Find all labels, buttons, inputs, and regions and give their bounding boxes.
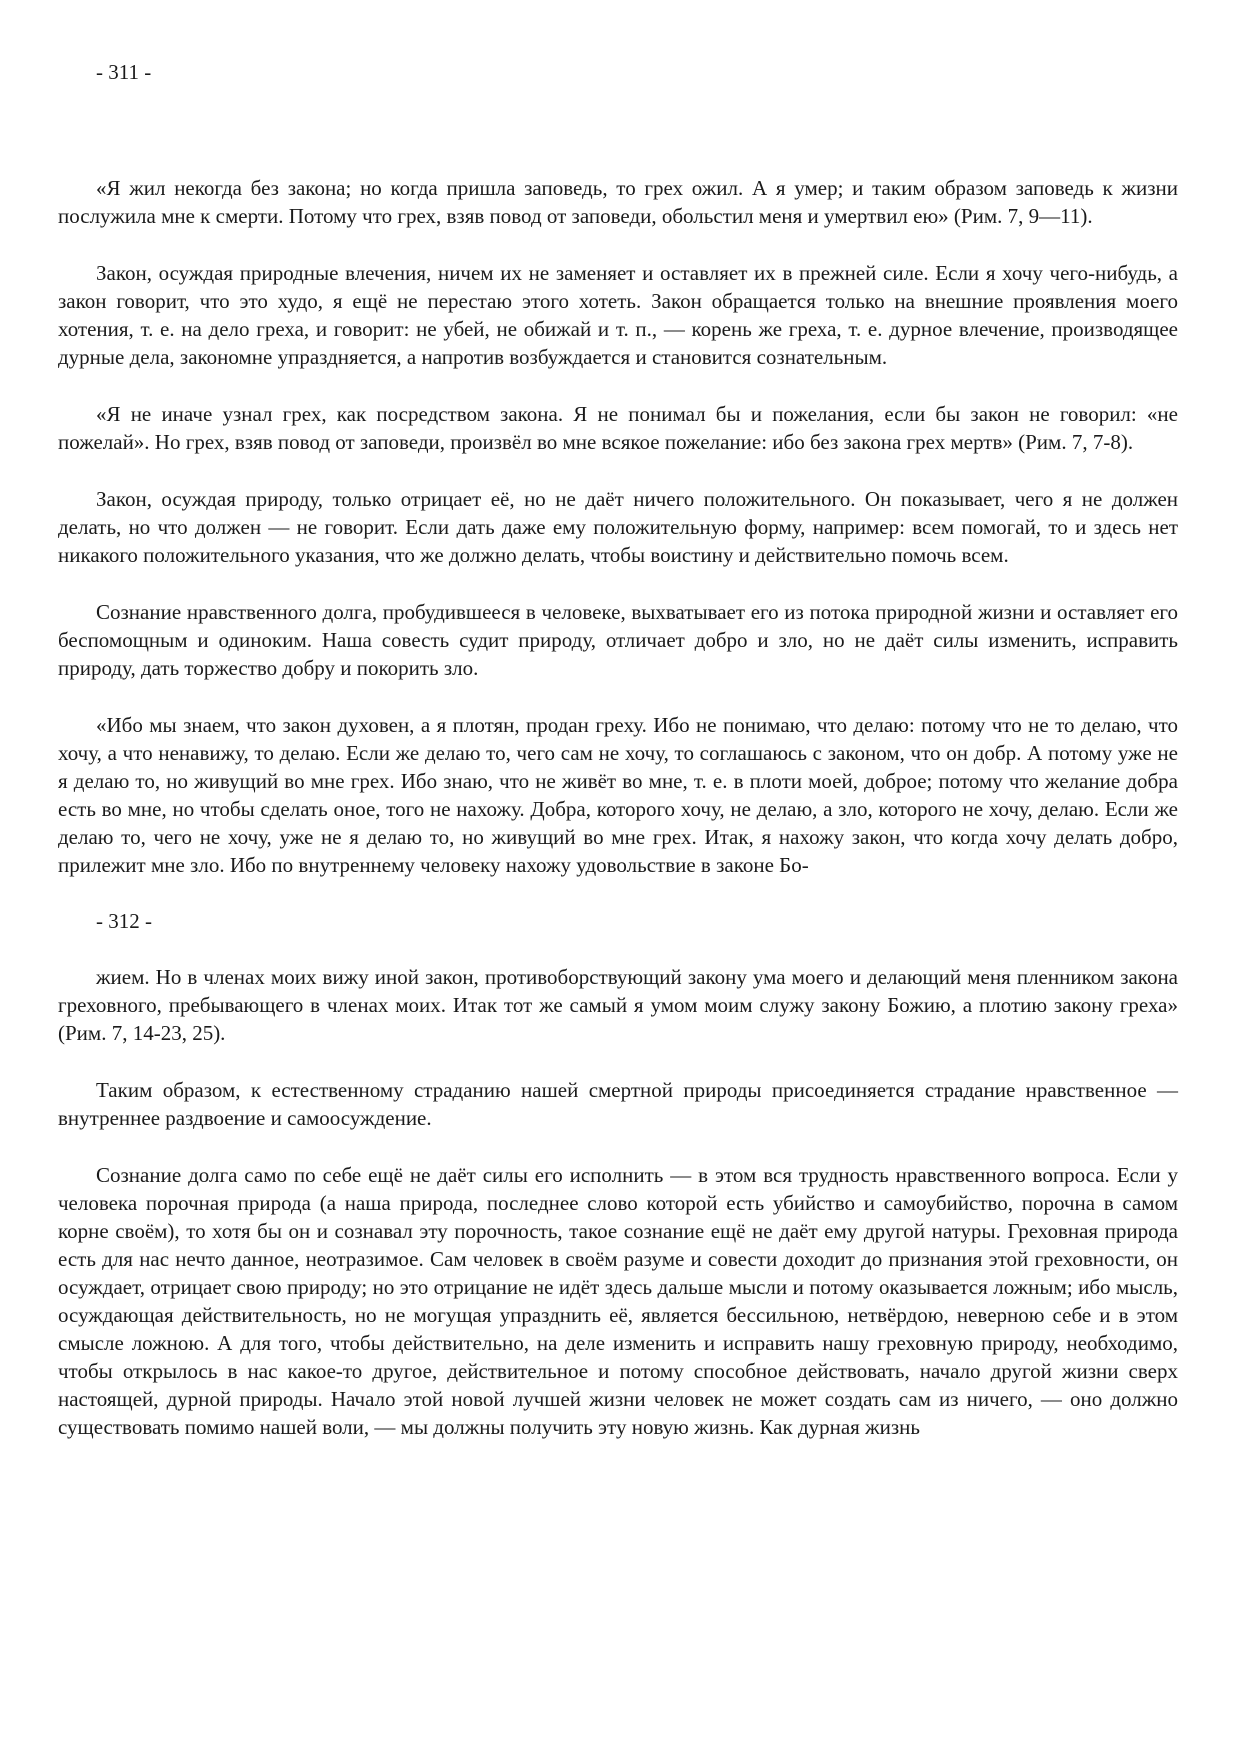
paragraph-moral-suffering: Таким образом, к естественному страданию нашей смертной природы присоединяется страдание нравственное — внутреннее раздвоение и самоосуждение. [58, 1078, 1178, 1130]
paragraph-quote-romans-7-9: «Я жил некогда без закона; но когда пришла заповедь, то грех ожил. А я умер; и таким образом заповедь к жизни послужила мне к смерти. Потому что грех, взяв повод от заповеди, обольстил меня и умертвил ею» (Рим. 7, 9—11). [58, 176, 1178, 228]
page-number: - 311 - [96, 60, 152, 84]
paragraph-law-only-negates: Закон, осуждая природу, только отрицает её, но не даёт ничего положительного. Он показывает, чего я не должен делать, но что должен — не говорит. Если дать даже ему положительную форму, например: всем помогай, то и здесь нет никакого положительного указания, что же должно делать, чтобы воистину и действительно помочь всем. [58, 487, 1178, 567]
paragraph-quote-romans-7-7: «Я не иначе узнал грех, как посредством закона. Я не понимал бы и пожелания, если бы закон не говорил: «не пожелай». Но грех, взяв повод от заповеди, произвёл во мне всякое пожелание: ибо без закона грех мертв» (Рим. 7, 7-8). [58, 402, 1178, 454]
paragraph-moral-duty: Сознание нравственного долга, пробудившееся в человеке, выхватывает его из потока природной жизни и оставляет его беспомощным и одиноким. Наша совесть судит природу, отличает добро и зло, но не даёт силы изменить, исправить природу, дать торжество добру и покорить зло. [58, 600, 1178, 680]
paragraph-consciousness-of-duty: Сознание долга само по себе ещё не даёт силы его исполнить — в этом вся трудность нравственного вопроса. Если у человека порочная природа (а наша природа, последнее слово которой есть убийство и самоубийство, порочна в самом корне своём), то хотя бы он и сознавал эту порочность, такое сознание ещё не даёт ему другой натуры. Греховная природа есть для нас нечто данное, неотразимое. Сам человек в своём разуме и совести доходит до признания этой греховности, он осуждает, отрицает свою природу; но это отрицание не идёт здесь дальше мысли и потому оказывается ложным; ибо мысль, осуждающая действительность, но не могущая упразднить её, является бессильною, нетвёрдою, неверною себе и в этом смысле ложною. А для того, чтобы действительно, на деле изменить и исправить нашу греховную природу, необходимо, чтобы открылось в нас какое-то другое, действительное и потому способное действовать, начало другой жизни сверх настоящей, дурной природы. Начало этой новой лучшей жизни человек не может создать сам из ничего, — оно должно существовать помимо нашей воли, — мы должны получить эту новую жизнь. Как дурная жизнь [58, 1163, 1178, 1439]
page-number: - 312 - [96, 909, 152, 933]
paragraph-law-condemns-desires: Закон, осуждая природные влечения, ничем их не заменяет и оставляет их в прежней силе. Если я хочу чего-нибудь, а закон говорит, что это худо, я ещё не перестаю этого хотеть. Закон обращается только на внешние проявления моего хотения, т. е. на дело греха, и говорит: не убей, не обижай и т. п., — корень же греха, т. е. дурное влечение, производящее дурные дела, закономне упраздняется, а напротив возбуждается и становится сознательным. [58, 261, 1178, 369]
paragraph-quote-continuation: жием. Но в членах моих вижу иной закон, противоборствующий закону ума моего и делающий меня пленником закона греховного, пребывающего в членах моих. Итак тот же самый я умом моим служу закону Божию, а плотию закону греха» (Рим. 7, 14-23, 25). [58, 965, 1178, 1045]
paragraph-quote-romans-7-14: «Ибо мы знаем, что закон духовен, а я плотян, продан греху. Ибо не понимаю, что делаю: потому что не то делаю, что хочу, а что ненавижу, то делаю. Если же делаю то, чего сам не хочу, то соглашаюсь с законом, что он добр. А потому уже не я делаю то, но живущий во мне грех. Ибо знаю, что не живёт во мне, т. е. в плоти моей, доброе; потому что желание добра есть во мне, но чтобы сделать оное, того не нахожу. Добра, которого хочу, не делаю, а зло, которого не хочу, делаю. Если же делаю то, чего не хочу, уже не я делаю то, но живущий во мне грех. Итак, я нахожу закон, что когда хочу делать добро, прилежит мне зло. Ибо по внутреннему человеку нахожу удовольствие в законе Бо- [58, 713, 1178, 877]
